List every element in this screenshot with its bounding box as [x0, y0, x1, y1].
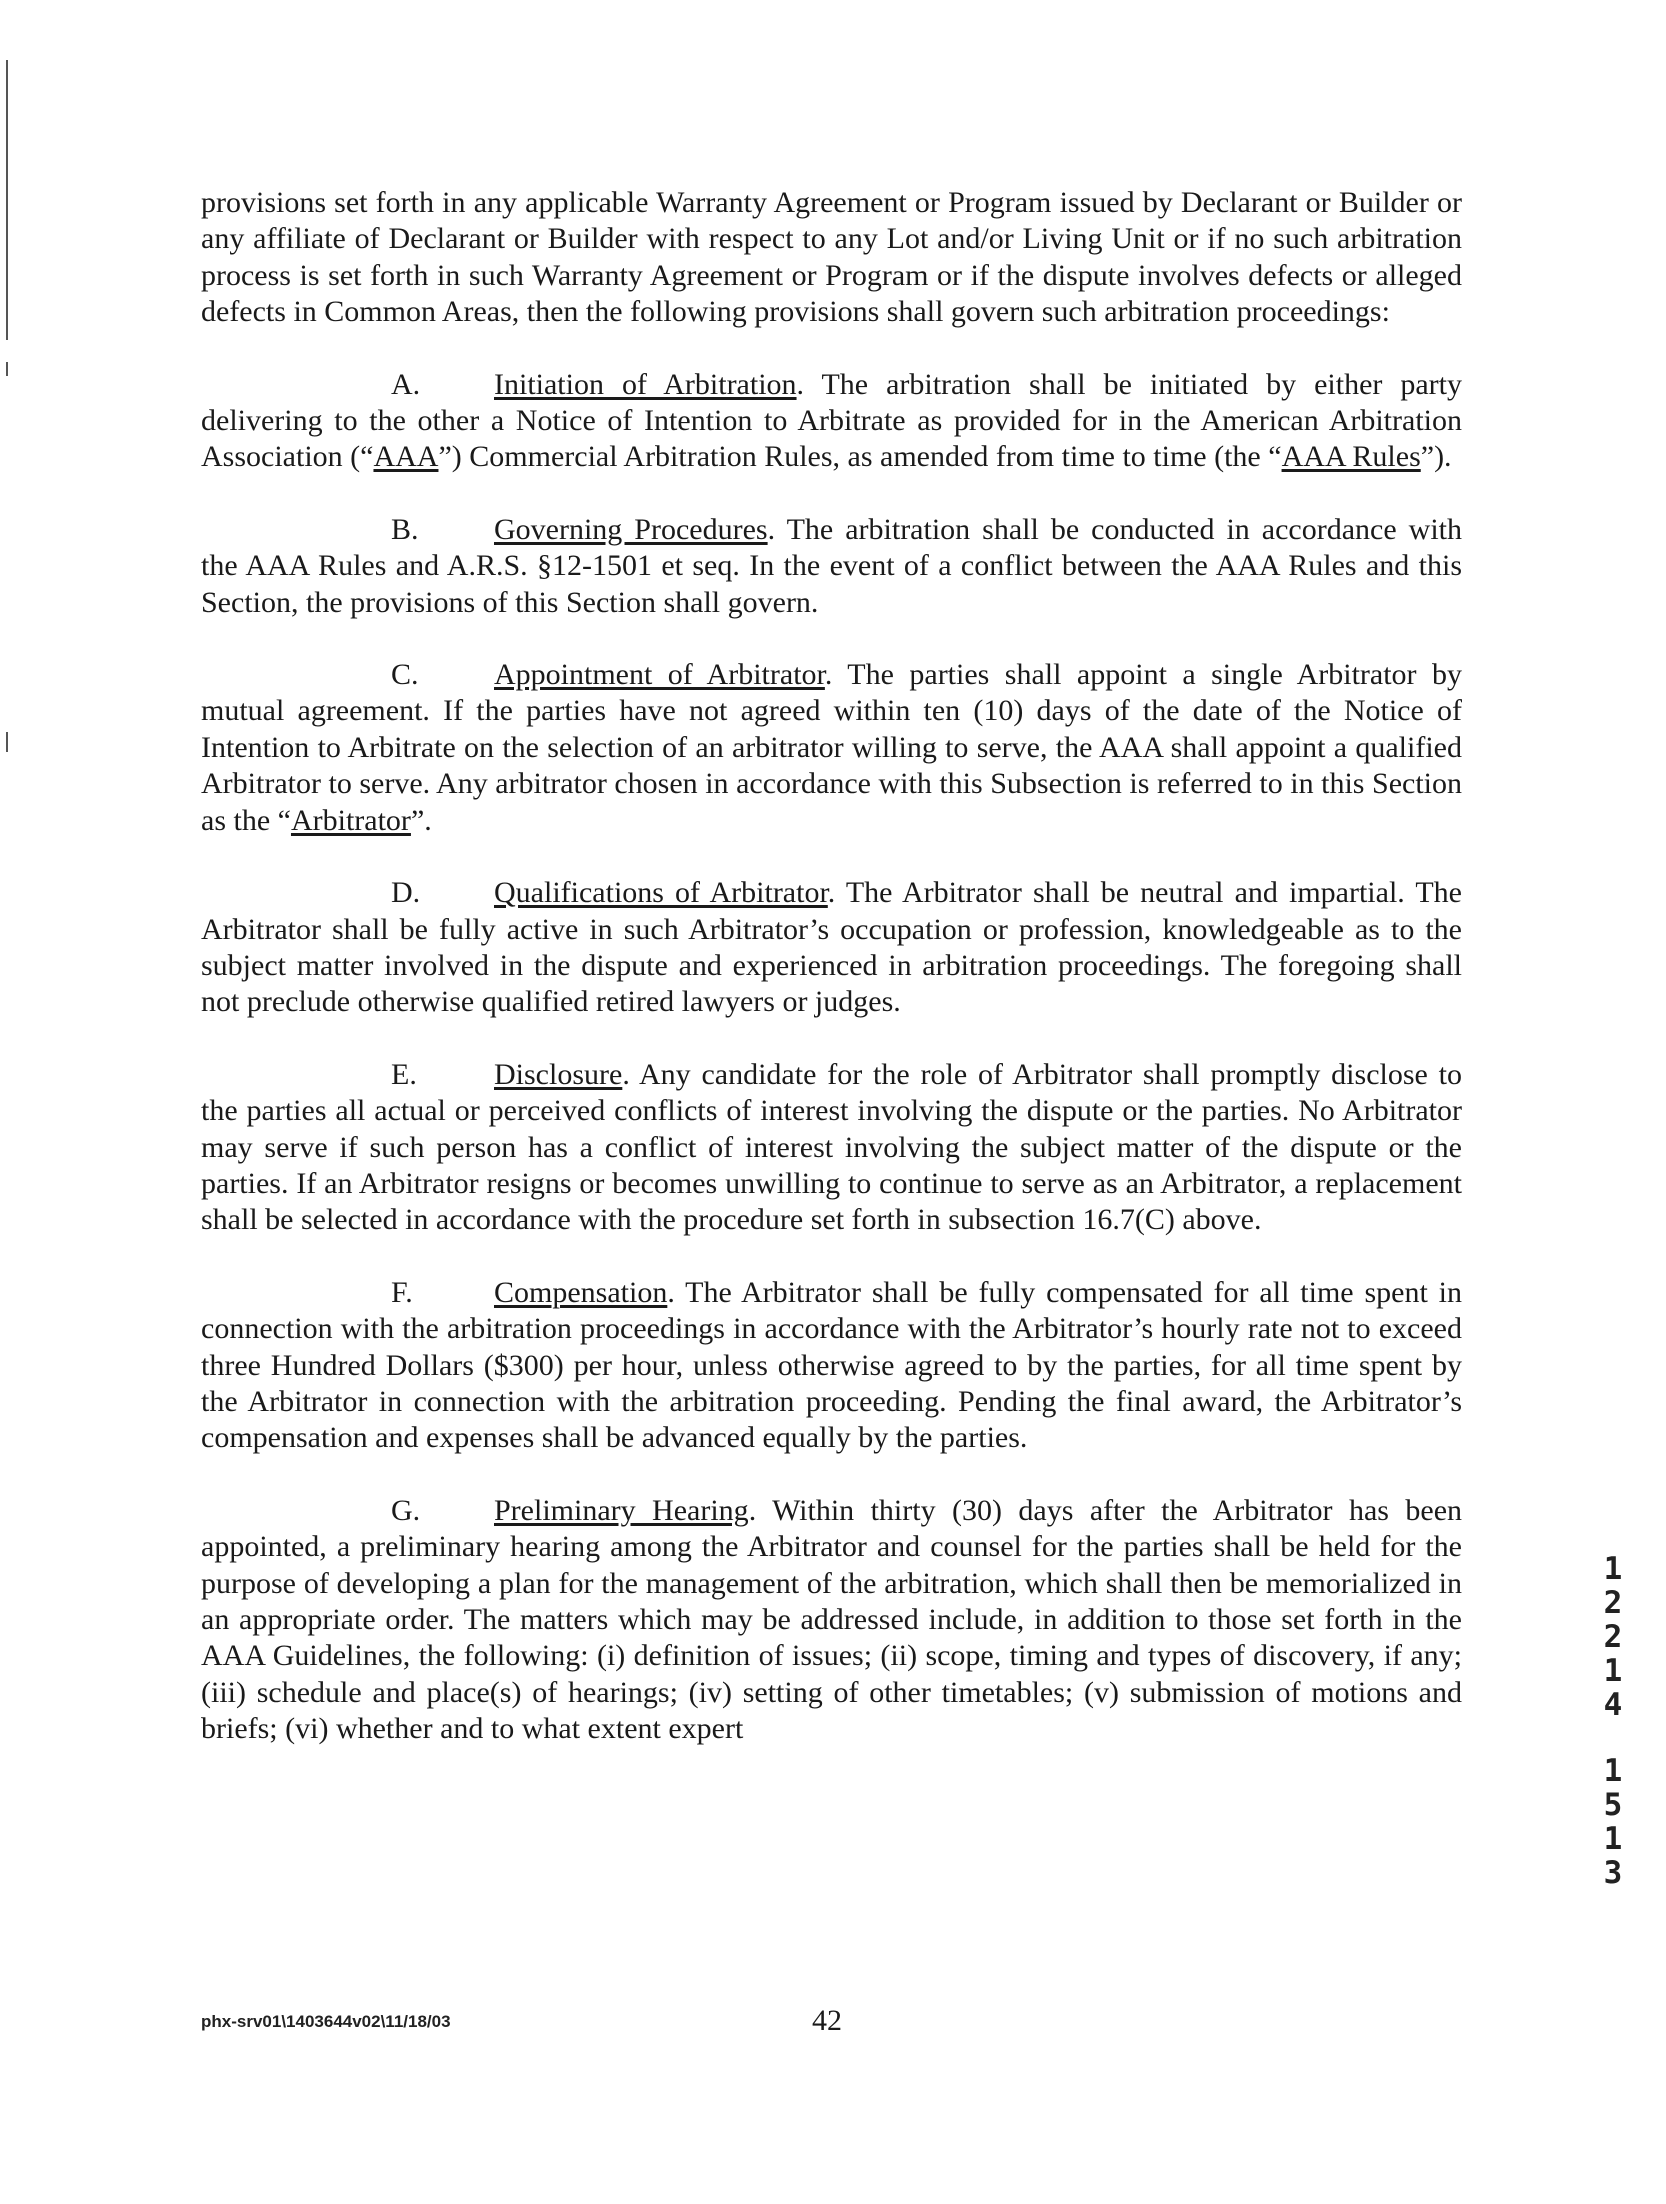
recording-stamp-lower: [1598, 1754, 1628, 1890]
stamp-digit: 2: [1603, 1619, 1623, 1655]
section-marker: A.: [391, 367, 421, 401]
section-heading: Preliminary Hearing: [494, 1493, 749, 1527]
section-marker: F.: [391, 1275, 413, 1309]
section-text: ”.: [410, 803, 432, 837]
section-marker: G.: [391, 1493, 421, 1527]
section-heading: Governing Procedures: [494, 512, 768, 546]
heading-period: .: [748, 1493, 757, 1527]
section-b: [201, 512, 1462, 621]
section-text: Any candidate for the role of Arbitrator shall promptly disclose to the parties all actual or perceived conflicts of interest involving the dispute or the parties. No Arbitrator may serve if such person has a conflict of interest involving the subject matter of the dispute or the parties. If an Arbitrator resigns or becomes unwilling to continue to serve as an Arbitrator, a replacement shall be selected in accordance with the procedure set forth in subsection 16.7(C) above.: [201, 1057, 1462, 1237]
section-heading: Qualifications of Arbitrator: [494, 876, 828, 910]
heading-period: .: [827, 876, 836, 910]
section-text: ”) Commercial Arbitration Rules, as amended from time to time (the “: [438, 440, 1282, 474]
stamp-digit: 2: [1603, 1585, 1623, 1621]
section-heading: Initiation of Arbitration: [494, 367, 797, 401]
recording-stamp-upper: [1598, 1552, 1628, 1722]
section-heading: Disclosure: [494, 1057, 623, 1091]
section-text: The Arbitrator shall be neutral and impartial. The Arbitrator shall be fully active in such Arbitrator’s occupation or profession, knowledgeable as to the subject matter involved in the dispute and experienced in arbitration proceedings. The foregoing shall not preclude otherwise qualified retired lawyers or judges.: [201, 876, 1462, 1019]
heading-period: .: [796, 367, 805, 401]
section-heading: Compensation: [494, 1275, 668, 1309]
section-text: The Arbitrator shall be fully compensated for all time spent in connection with the arbitration proceedings in accordance with the Arbitrator’s hourly rate not to exceed three Hundred Dollars ($300) per hour, unless otherwise agreed to by the parties, for all time spent by the Arbitrator in connection with the arbitration proceeding. Pending the final award, the Arbitrator’s compensation and expenses shall be advanced equally by the parties.: [201, 1275, 1462, 1455]
defined-term: Arbitrator: [290, 803, 411, 837]
stamp-digit: 1: [1603, 1551, 1623, 1587]
section-marker: B.: [391, 512, 419, 546]
section-e: [201, 1057, 1462, 1239]
section-text: Within thirty (30) days after the Arbitrator has been appointed, a preliminary hearing among the Arbitrator and counsel for the parties shall be held for the purpose of developing a plan for the management of the arbitration, which shall then be memorialized in an appropriate order. The matters which may be addressed include, in addition to those set forth in the AAA Guidelines, the following: (i) definition of issues; (ii) scope, timing and types of discovery, if any; (iii) schedule and place(s) of hearings; (iv) setting of other timetables; (v) submission of motions and briefs; (vi) whether and to what extent expert: [201, 1493, 1463, 1746]
section-text: ”).: [1420, 440, 1452, 474]
section-text: The arbitration shall be initiated by either party delivering to the other a Notice of Intention to Arbitrate as provided for in the American Arbitration Association (“: [201, 367, 1462, 474]
section-c: [201, 657, 1462, 839]
defined-term: AAA Rules: [1281, 440, 1421, 474]
section-marker: E.: [391, 1057, 417, 1091]
section-a: [201, 367, 1462, 476]
intro-paragraph: provisions set forth in any applicable Warranty Agreement or Program issued by Declarant or Builder or any affiliate of Declarant or Builder with respect to any Lot and/or Living Unit or if no such arbitration process is set forth in such Warranty Agreement or Program or if the dispute involves defects or alleged defects in Common Areas, then the following provisions shall govern such arbitration proceedings:: [201, 186, 1462, 329]
page-number: 42: [812, 2004, 842, 2037]
section-d: [201, 875, 1462, 1021]
stamp-digit: 4: [1603, 1687, 1623, 1723]
section-heading: Appointment of Arbitrator: [494, 658, 825, 692]
section-g: [201, 1493, 1462, 1748]
heading-period: .: [622, 1057, 630, 1091]
scan-margin-tick: [6, 732, 8, 752]
stamp-digit: 5: [1603, 1787, 1623, 1823]
section-marker: D.: [391, 876, 421, 910]
section-marker: C.: [391, 658, 419, 692]
stamp-digit: 1: [1603, 1653, 1623, 1689]
document-body: [201, 185, 1462, 1784]
stamp-digit: 1: [1603, 1753, 1623, 1789]
section-f: [201, 1275, 1462, 1457]
stamp-digit: 3: [1603, 1855, 1623, 1891]
heading-period: .: [767, 512, 776, 546]
defined-term: AAA: [373, 440, 439, 474]
stamp-digit: 1: [1603, 1821, 1623, 1857]
footer-document-id: phx-srv01\1403644v02\11/18/03: [201, 2012, 451, 2031]
section-text: The arbitration shall be conducted in accordance with the AAA Rules and A.R.S. §12-1501 et seq. In the event of a conflict between the AAA Rules and this Section, the provisions of this Section shall govern.: [201, 512, 1463, 619]
scan-margin-tick: [6, 362, 8, 376]
heading-period: .: [667, 1275, 675, 1309]
scan-margin-line: [6, 60, 8, 340]
section-text: The parties shall appoint a single Arbitrator by mutual agreement. If the parties have not agreed within ten (10) days of the date of the Notice of Intention to Arbitrate on the selection of an arbitrator willing to serve, the AAA shall appoint a qualified Arbitrator to serve. Any arbitrator chosen in accordance with this Subsection is referred to in this Section as the “: [201, 658, 1462, 837]
heading-period: .: [824, 658, 833, 692]
